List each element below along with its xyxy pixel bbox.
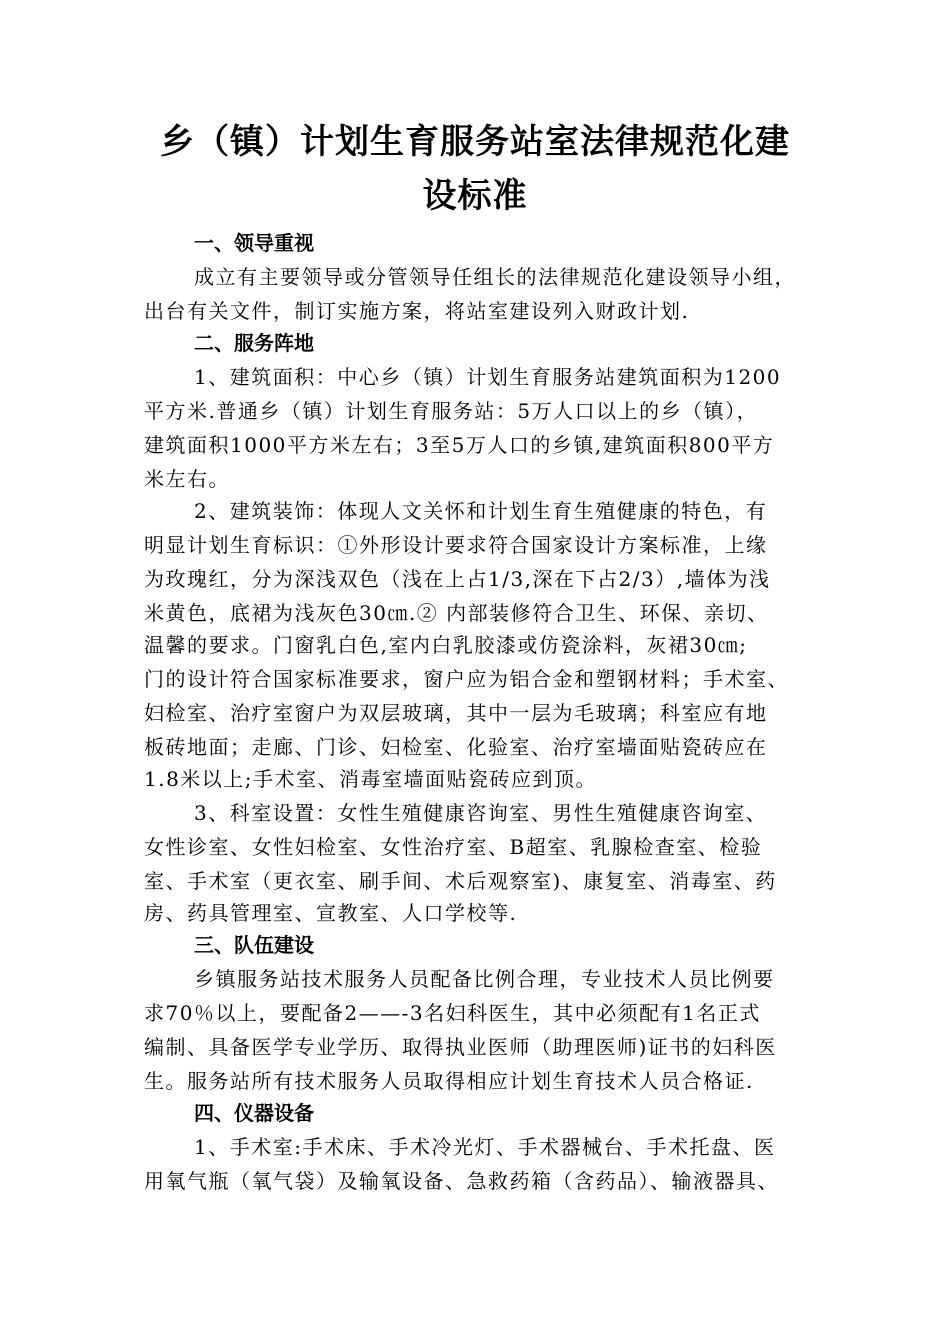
section-4-item-1-line-2: 用氧气瓶（氧气袋）及输氧设备、急救药箱（含药品）、输液器具、 — [144, 1169, 779, 1193]
section-2-item-3-line-1: 3、科室设置：女性生殖健康咨询室、男性生殖健康咨询室、 — [194, 801, 768, 825]
section-2-item-2-line-3: 为玫瑰红，分为深浅双色（浅在上占1/3,深在下占2/3）,墙体为浅 — [144, 567, 771, 591]
section-2-item-1-line-1: 1、建筑面积：中心乡（镇）计划生育服务站建筑面积为1200 — [194, 365, 782, 389]
section-2-item-2-line-9: 1.8米以上;手术室、消毒室墙面贴瓷砖应到顶。 — [144, 767, 598, 791]
section-2-item-3-line-4: 房、药具管理室、宣教室、人口学校等. — [144, 901, 518, 925]
document-title-line-1: 乡（镇）计划生育服务站室法律规范化建 — [160, 122, 790, 162]
section-3-line-4: 生。服务站所有技术服务人员取得相应计划生育技术人员合格证. — [144, 1069, 754, 1093]
section-1-line-2: 出台有关文件，制订实施方案，将站室建设列入财政计划. — [144, 299, 690, 323]
section-4-item-1-line-1: 1、手术室:手术床、手术冷光灯、手术器械台、手术托盘、医 — [194, 1135, 776, 1159]
section-3-line-2: 求70％以上，要配备2——-3名妇科医生，其中必须配有1名正式 — [144, 1001, 761, 1025]
document-title-line-2: 设标准 — [422, 176, 528, 216]
section-2-item-2-line-7: 妇检室、治疗室窗户为双层玻璃，其中一层为毛玻璃；科室应有地 — [144, 701, 768, 725]
section-2-item-2-line-5: 温馨的要求。门窗乳白色,室内白乳胶漆或仿瓷涂料，灰裙30㎝; — [144, 633, 748, 657]
section-2-item-2-line-1: 2、建筑装饰：体现人文关怀和计划生育生殖健康的特色，有 — [194, 499, 768, 523]
section-1-heading: 一、领导重视 — [194, 231, 314, 255]
section-2-heading: 二、服务阵地 — [194, 331, 314, 355]
section-1-line-1: 成立有主要领导或分管领导任组长的法律规范化建设领导小组， — [194, 265, 796, 289]
section-2-item-2-line-4: 米黄色，底裙为浅灰色30㎝.② 内部装修符合卫生、环保、亲切、 — [144, 601, 769, 625]
section-3-line-1: 乡镇服务站技术服务人员配备比例合理，专业技术人员比例要 — [194, 967, 775, 991]
section-2-item-1-line-2: 平方米.普通乡（镇）计划生育服务站：5万人口以上的乡（镇）， — [144, 399, 759, 423]
section-4-heading: 四、仪器设备 — [194, 1101, 314, 1125]
section-3-heading: 三、队伍建设 — [194, 933, 314, 957]
section-2-item-2-line-6: 门的设计符合国家标准要求，窗户应为铝合金和塑钢材料；手术室、 — [144, 667, 789, 691]
section-3-line-3: 编制、具备医学专业学历、取得执业医师（助理医师)证书的妇科医 — [144, 1035, 777, 1059]
section-2-item-2-line-2: 明显计划生育标识：①外形设计要求符合国家设计方案标准，上缘 — [144, 533, 768, 557]
section-2-item-1-line-4: 米左右。 — [144, 467, 230, 491]
section-2-item-3-line-3: 室、手术室（更衣室、刷手间、术后观察室)、康复室、消毒室、药 — [144, 869, 777, 893]
section-2-item-1-line-3: 建筑面积1000平方米左右；3至5万人口的乡镇,建筑面积800平方 — [144, 433, 775, 457]
section-2-item-2-line-8: 板砖地面；走廊、门诊、妇检室、化验室、治疗室墙面贴瓷砖应在 — [144, 735, 768, 759]
section-2-item-3-line-2: 女性诊室、女性妇检室、女性治疗室、B超室、乳腺检查室、检验 — [144, 835, 763, 859]
